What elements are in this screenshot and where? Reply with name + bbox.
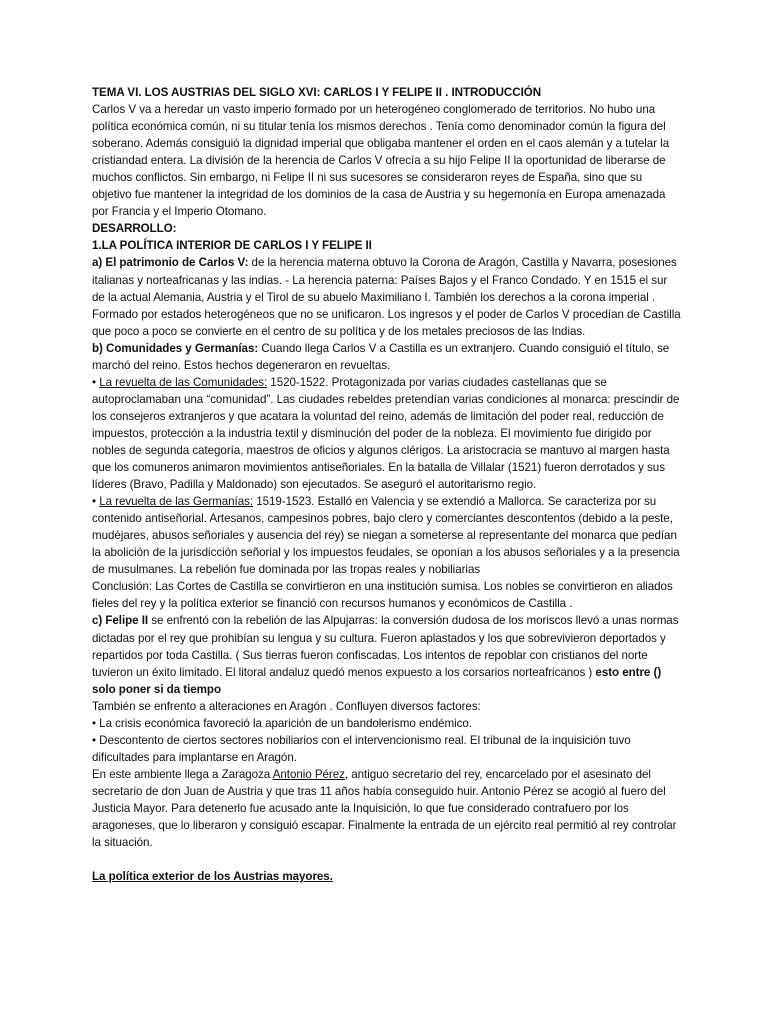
comunidades-text: 1520-1522. Protagonizada por varias ciudades castellanas que se autoproclamaban una “comunidad”. Las ciudades rebeldes pretendían varias condiciones al monarca: prescindir de los consejeros extranjeros y que acatara la voluntad del reino, además de limitación del poder real, reducción de impuestos, protección a la industria textil y disminución del poder de la nobleza. El movimiento fue dirigido por nobles de segunda categoría, maestros de oficios y algunos clérigos. La aristocracia se mantuvo al margen hasta que los comuneros animaron movimientos antiseñoriales. En la batalla de Villalar (1521) fueron derrotados y sus líderes (Bravo, Padilla y Maldonado) son ejecutados. Se aseguró el autoritarismo regio. <box>92 375 680 492</box>
patrimonio-text: de la herencia materna obtuvo la Corona de Aragón, Castilla y Navarra, posesiones italianas y norteafricanas y las indias. - La herencia paterna: Países Bajos y el Franco Condado. Y en 1515 el sur de la actual Alemania, Austria y el Tirol de su abuelo Maximiliano I. También los derechos a la corona imperial . Formado por estados heterogéneos que no se unificaron. Los ingresos y el poder de Carlos V procedían de Castilla que poco a poco se convierte en el centro de su política y de los metales preciosos de las Indias. <box>92 256 681 338</box>
antonio-perez-name: Antonio Pérez <box>272 767 345 781</box>
aragon-paragraph: También se enfrento a alteraciones en Aragón . Confluyen diversos factores: <box>92 699 481 713</box>
intro-paragraph: Carlos V va a heredar un vasto imperio formado por un heterogéneo conglomerado de territorios. No hubo una política económica común, ni su titular tenía los mismos derechos . Tenía como denominador común la figura del soberano. Además consiguió la dignidad imperial que obligaba mantener el orden en el caos alemán y a tutelar la cristiandad entera. La división de la herencia de Carlos V ofrecía a su hijo Felipe II la oportunidad de liberarse de muchos conflictos. Sin embargo, ni Felipe II ni sus sucesores se consideraron reyes de España, sino que su objetivo fue mantener la integridad de los dominios de la casa de Austria y su hegemonía en Europa amenazada por Francia y el Imperio Otomano. <box>92 103 670 219</box>
blank-line <box>92 851 682 868</box>
paragraph-antonio-perez <box>92 766 682 851</box>
paragraph-felipe <box>92 612 682 697</box>
paragraph-comunidades-germanias <box>92 340 682 374</box>
comunidades-germanias-label: b) Comunidades y Germanías: <box>92 341 259 355</box>
felipe-text: se enfrentó con la rebelión de las Alpujarras: la conversión dudosa de los moriscos llevó a unas normas dictadas por el rey que prohibían su lengua y su cultura. Fueron aplastados y los que sobrevivieron deportados y repartidos por toda Castilla. ( Sus tierras fueron confiscadas. Los intentos de repoblar con cristianos del norte tuvieron un éxito limitado. El litoral andaluz quedó menos expuesto a los corsarios norteafricanos ) <box>92 614 679 679</box>
germanias-text: 1519-1523. Estalló en Valencia y se extendió a Mallorca. Se caracteriza por su contenido antiseñorial. Artesanos, campesinos pobres, bajo clero y comerciantes descontentos (debido a la peste, mudéjares, abusos señoriales y ausencia del rey) se niegan a someterse al representante del monarca que pedían la abolición de la jurisdicción señorial y los impuestos feudales, se oponían a los abusos señoriales y a la presencia de musulmanes. La rebelión fue dominada por las tropas reales y nobiliarias <box>92 495 680 577</box>
exterior-heading: La política exterior de los Austrias mayores. <box>92 870 333 884</box>
section-1-heading: 1.LA POLÍTICA INTERIOR DE CARLOS I Y FELIPE II <box>92 239 372 253</box>
perez-intro: En este ambiente llega a Zaragoza <box>92 767 273 781</box>
comunidades-label: La revuelta de las Comunidades: <box>99 375 268 389</box>
bullet-descontento: • Descontento de ciertos sectores nobiliarios con el intervencionismo real. El tribunal de la inquisición tuvo dificultades para implantarse en Aragón. <box>92 733 631 764</box>
paragraph-comunidades <box>92 374 682 493</box>
patrimonio-label: a) El patrimonio de Carlos V: <box>92 256 249 270</box>
desarrollo-heading: DESARROLLO: <box>92 222 177 236</box>
felipe-label: c) Felipe II <box>92 614 149 628</box>
conclusion-paragraph: Conclusión: Las Cortes de Castilla se convirtieron en una institución sumisa. Los nobles se convirtieron en aliados fieles del rey y la política exterior se financió con recursos humanos y económicos de Castilla . <box>92 580 673 611</box>
paragraph-germanias <box>92 493 682 578</box>
document-page <box>92 84 682 885</box>
perez-text: , antiguo secretario del rey, encarcelado por el asesinato del secretario de don Juan de Austria y que tras 11 años había conseguido huir. Antonio Pérez se acogió al fuero del Justicia Mayor. Para detenerlo fue acusado ante la Inquisición, lo que fue considerado contrafuero por los aragoneses, que lo liberaron y consiguió escapar. Finalmente la entrada de un ejército real permitió al rey controlar la situación. <box>92 767 677 850</box>
bullet-comunidades: • <box>92 375 100 389</box>
comunidades-germanias-text: Cuando llega Carlos V a Castilla es un extranjero. Cuando consiguió el título, se marchó del reino. Estos hechos degeneraron en revueltas. <box>92 341 670 372</box>
document-title: TEMA VI. LOS AUSTRIAS DEL SIGLO XVI: CARLOS I Y FELIPE II . INTRODUCCIÓN <box>92 86 542 99</box>
bullet-crisis: • La crisis económica favoreció la aparición de un bandolerismo endémico. <box>92 716 472 730</box>
bullet-germanias: • <box>92 495 100 509</box>
paragraph-patrimonio <box>92 254 682 339</box>
felipe-note: esto entre () solo poner si da tiempo <box>92 665 662 696</box>
germanias-label: La revuelta de las Germanías: <box>99 495 254 509</box>
